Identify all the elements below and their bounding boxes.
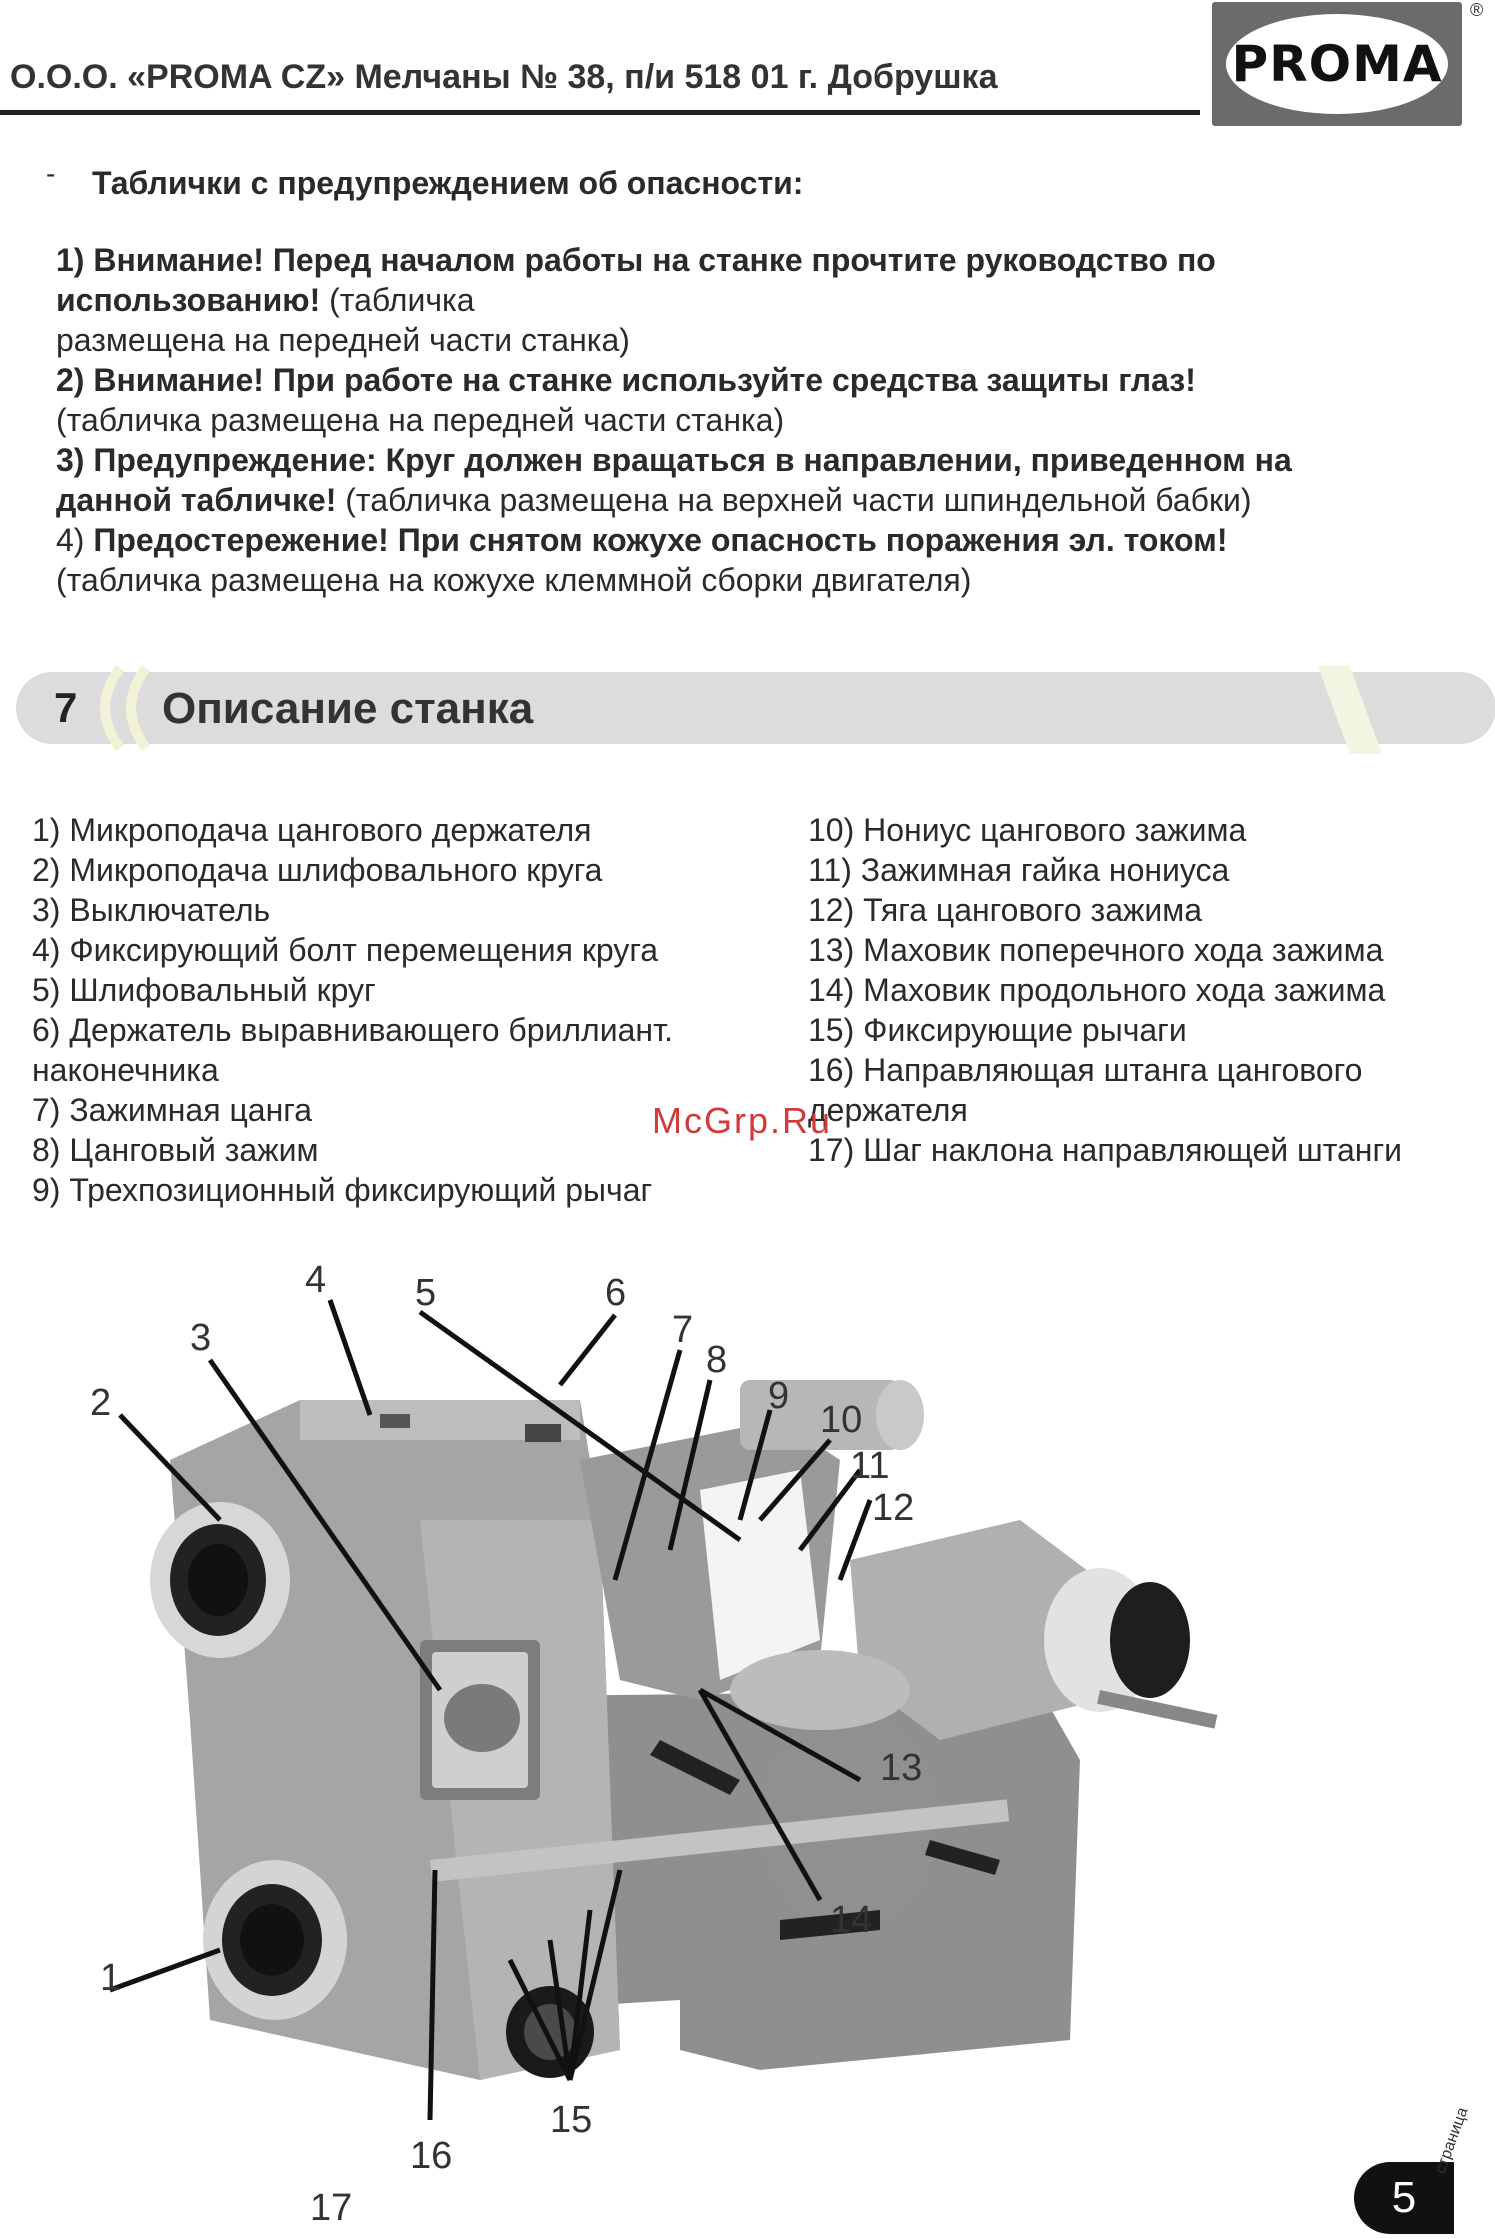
warning-bold: 3) Предупреждение: Круг должен вращаться в направлении, приведенном на [56,442,1292,478]
page-word: страница [1432,2105,1472,2176]
section-slash-icon [1310,662,1390,758]
list-item: 17) Шаг наклона направляющей штанги [808,1132,1403,1168]
list-item: 11) Зажимная гайка нониуса [808,852,1230,888]
registered-mark: ® [1470,0,1484,20]
callout-14: 14 [830,1899,873,1941]
list-item: 13) Маховик поперечного хода зажима [808,932,1384,968]
warning-bold: 2) Внимание! При работе на станке используйте средства защиты глаз! [56,362,1196,398]
warning-line [56,320,630,360]
callout-17: 17 [310,2187,353,2229]
proma-logo-oval [1226,14,1448,114]
callout-7: 7 [672,1309,694,1351]
warning-text: 4) [56,522,94,558]
callout-6: 6 [605,1272,627,1314]
warning-line [56,480,1251,520]
warning-bold: Предостережение! При снятом кожухе опасность поражения эл. током! [93,522,1228,558]
warning-line [56,400,784,440]
list-item: 15) Фиксирующие рычаги [808,1012,1187,1048]
warnings-heading: Таблички с предупреждением об опасности: [92,165,804,201]
warning-line [56,440,1292,480]
callout-15: 15 [550,2099,593,2141]
warning-text: (табличка размещена на передней части станка) [56,402,785,438]
callout-4: 4 [305,1259,327,1301]
dash-mark: - [46,158,56,189]
company-address: О.О.О. «PROMA CZ» Мелчаны № 38, п/и 518 01 г. Добрушка [10,58,998,96]
list-item: 12) Тяга цангового зажима [808,892,1203,928]
warning-bold: 1) Внимание! Перед началом работы на станке прочтите руководство по [56,242,1216,278]
warning-line [56,520,1227,560]
section-number: 7 [54,684,78,731]
callout-8: 8 [706,1339,728,1381]
logo-text: PROMA [1231,35,1443,93]
warning-line [56,560,971,600]
list-item: 1) Микроподача цангового держателя [32,812,592,848]
list-item: 14) Маховик продольного хода зажима [808,972,1386,1008]
warning-text: размещена на передней части станка) [56,322,630,358]
callout-2: 2 [90,1382,112,1424]
warning-line [56,240,1216,280]
warning-line [56,280,474,320]
section-title: Описание станка [162,684,534,733]
list-item: 8) Цанговый зажим [32,1132,319,1168]
warning-text: (табличка размещена на кожухе клеммной сборки двигателя) [56,562,972,598]
callout-13: 13 [880,1747,923,1789]
list-item: 2) Микроподача шлифовального круга [32,852,603,888]
callout-16: 16 [410,2135,453,2177]
header-rule [0,110,1200,115]
warning-bold: использованию! [56,282,321,318]
list-item: 9) Трехпозиционный фиксирующий рычаг [32,1172,653,1208]
list-item: 16) Направляющая штанга цангового [808,1052,1363,1088]
page-number: 5 [1391,2173,1417,2222]
callout-3: 3 [190,1317,212,1359]
list-item: наконечника [32,1052,219,1088]
list-item: 6) Держатель выравнивающего бриллиант. [32,1012,674,1048]
list-item: 3) Выключатель [32,892,271,928]
callout-1: 1 [100,1957,122,1999]
watermark: McGrp.Ru [652,1100,833,1141]
callout-5: 5 [415,1272,437,1314]
callout-9: 9 [768,1375,790,1417]
draw-bar-knob [1110,1582,1190,1698]
list-item: 10) Нониус цангового зажима [808,812,1247,848]
list-item: 5) Шлифовальный круг [32,972,376,1008]
callout-12: 12 [872,1487,915,1529]
machine-illustration [60,1220,1280,2230]
warning-bold: данной табличке! [56,482,337,518]
list-item: 4) Фиксирующий болт перемещения круга [32,932,659,968]
switch-knob [444,1684,520,1752]
list-item: 7) Зажимная цанга [32,1092,312,1128]
warning-text: (табличка размещена на верхней части шпиндельной бабки) [336,482,1252,518]
warning-text: (табличка [320,282,475,318]
list-item: держателя [808,1092,968,1128]
callout-11: 11 [850,1445,890,1487]
callout-10: 10 [820,1399,863,1441]
warning-line [56,360,1196,400]
